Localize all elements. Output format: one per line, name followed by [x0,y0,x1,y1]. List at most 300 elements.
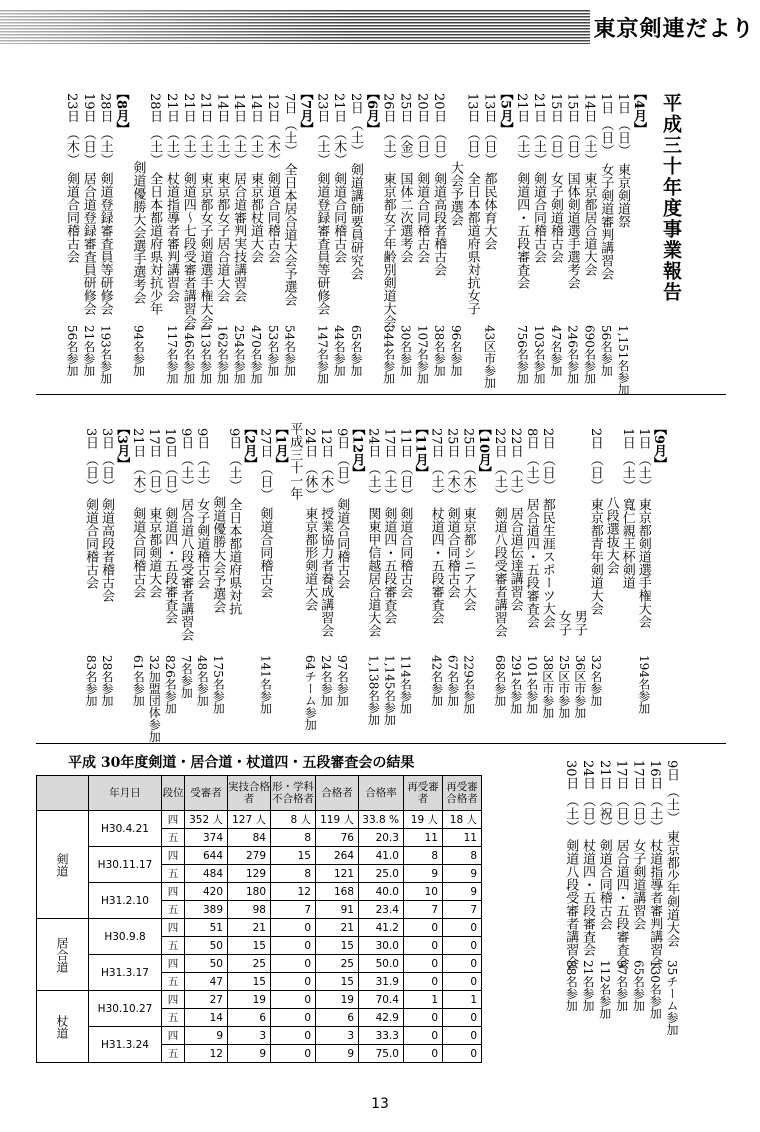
item-event: 剣道合同稽古会 [334,498,350,590]
item-participants: 1,145名参加 [382,655,397,726]
table-date-cell: H30.9.8 [89,919,162,955]
schedule-item [614,760,629,969]
item-participants: 291名参加 [508,655,523,714]
item-date: 22日 [507,428,523,458]
item-event: 剣道八段受審者講習会 [563,838,579,969]
table-cell: 41.2 [359,919,404,937]
item-weekday: （土） [147,126,163,166]
item-event: 剣道合同稽古会 [531,171,547,263]
item-event: 関東甲信越居合道大会 [365,506,381,637]
item-date: 13日 [464,93,480,123]
item-weekday: （日） [334,453,350,493]
item-participants: 246名参加 [565,325,580,384]
table-cell: 8 [443,847,482,865]
item-weekday: （土） [226,453,242,493]
table-row [37,991,482,1009]
schedule-item [597,760,612,930]
table-cell: 0 [271,919,316,937]
schedule-item [581,93,596,276]
table-cell: 18 人 [443,811,482,829]
table-cell: 98 [228,901,271,919]
item-event: 国体剣道選手選考会 [564,171,580,289]
month-heading: 【9月】 [651,422,666,471]
table-header-cell: 実技合格者 [228,776,271,811]
table-cell: 20.3 [359,829,404,847]
schedule-item [524,428,539,628]
table-cell: 0 [404,973,443,991]
schedule-item [365,428,380,637]
item-weekday: （日） [598,118,614,158]
item-participants: 96名参加 [448,325,463,377]
item-weekday: （日） [83,453,98,493]
table-cell: 五 [162,937,185,955]
item-participants: 61名参加 [131,655,146,707]
item-event: 都民生涯スポーツ大会 [539,498,555,629]
item-date: 1日 [619,428,635,450]
item-weekday: （土） [231,126,247,166]
item-event: 居合道登録審査員研修会 [80,171,96,315]
item-participants: 56名参加 [599,325,614,377]
item-participants: 83名参加 [84,655,98,707]
table-cell: 五 [162,1009,185,1027]
item-weekday: （金） [397,126,413,166]
item-participants: 117名参加 [164,325,179,384]
table-header-cell: 再受審者 [404,776,443,811]
table-cell: 41.0 [359,847,404,865]
item-date: 12日 [318,428,334,458]
item-weekday: （土） [619,453,635,493]
month-heading: 【4月】 [631,87,646,136]
table-cell: 121 [316,865,359,883]
item-event: 東京都剣道選手権大会 [635,498,651,629]
newsletter-title: 東京剣連だより [593,16,755,42]
table-cell: 8 [404,847,443,865]
item-event: 全日本都道府県対抗少年 [147,171,163,315]
table-cell: 47 [185,973,228,991]
item-participants: 67名参加 [445,655,460,707]
item-participants: 344名参加 [381,325,396,384]
item-weekday: （日） [257,461,273,501]
table-cell: 0 [404,955,443,973]
table-header-cell: 受審者 [185,776,228,811]
item-event: 剣道合同稽古会 [414,171,430,263]
table-cell: 9 [228,1045,271,1063]
schedule-item [162,428,177,624]
item-date: 3日 [99,428,114,450]
schedule-item [647,760,662,969]
table-header-cell: 年月日 [89,776,162,811]
table-header-cell: 形・学科不合格者 [271,776,316,811]
item-event: 東京都女子年齢別剣道大会 [380,171,396,328]
schedule-item [461,428,476,611]
item-date: 14日 [581,93,597,123]
schedule-item [630,760,645,930]
table-cell: 四 [162,1027,185,1045]
item-date: 21日 [163,93,179,123]
item-event: 東京都形剣道大会 [302,506,318,611]
item-event: 東京都女子居合道大会 [214,171,230,302]
item-date: 21日 [130,428,146,458]
item-date: 21日 [514,93,530,123]
item-event: 東京都青年剣道大会 [587,498,603,616]
item-participants: 141名参加 [258,655,273,714]
item-date: 9日 [664,760,679,782]
schedule-item [580,760,595,956]
item-date: 11日 [397,428,413,458]
table-cell: 33.3 [359,1027,404,1045]
item-weekday: （木） [331,126,347,166]
table-date-cell: H30.11.17 [89,847,162,883]
item-event-line2: 剣道優勝大会選手選考会 [130,161,146,304]
table-cell: 484 [185,865,228,883]
item-weekday: （土） [347,118,363,158]
schedule-item [508,428,523,611]
table-cell: 129 [228,865,271,883]
table-group-label: 剣道 [37,811,89,919]
month-heading: 【6月】 [363,87,379,136]
item-weekday: （土） [163,126,179,166]
table-cell: 51 [185,919,228,937]
table-cell: 70.4 [359,991,404,1009]
item-participants: 103名参加 [532,325,547,384]
table-cell: 91 [316,901,359,919]
schedule-item [615,93,630,228]
item-event: 剣道合同稽古会 [444,506,460,598]
table-cell: 180 [228,883,271,901]
table-cell: 9 [404,865,443,883]
item-date: 23日 [64,93,79,123]
item-event: 女子剣道審判講習会 [598,163,614,281]
header-fade [0,10,590,44]
item-event: 女子剣道稽古会 [547,171,563,263]
schedule-item [381,428,396,624]
item-event: 東京都剣道大会 [146,506,162,598]
item-date: 20日 [414,93,430,123]
item-event: 居合道伝達講習会 [507,506,523,611]
item-participants: 38名参加 [432,325,447,377]
schedule-item [381,93,396,328]
table-cell: 119 人 [316,811,359,829]
table-cell: 127 人 [228,811,271,829]
schedule-item [331,93,346,263]
table-cell: 644 [185,847,228,865]
schedule-item [99,428,114,602]
table-cell: 五 [162,829,185,847]
item-participants: 28名参加 [100,655,114,707]
table-cell: 279 [228,847,271,865]
item-participants: 147名参加 [315,325,330,384]
item-participants: 756名参加 [515,325,530,384]
item-event: 居合道四・五段審査会 [613,838,629,969]
item-date: 14日 [231,93,247,123]
table-header-blank [37,776,89,811]
item-event: 居合道八段受審者講習会 [178,498,194,642]
item-weekday: （日） [547,126,563,166]
item-weekday: （土） [214,126,230,166]
schedule-item [178,428,193,641]
item-weekday: （土） [380,126,396,166]
item-weekday: （日） [615,118,631,158]
schedule-item [257,428,272,598]
item-event: 授業協力者養成講習会 [318,506,334,637]
item-date: 27日 [428,428,444,458]
table-header-cell: 段位 [162,776,185,811]
month-heading: 【5月】 [497,87,513,136]
item-participants: 30名参加 [398,325,413,377]
table-cell: 0 [443,973,482,991]
item-event-line2: 大会予選会 [447,161,463,226]
item-date: 2日 [347,93,363,115]
table-cell: 0 [443,955,482,973]
table-cell: 0 [443,937,482,955]
item-date: 17日 [146,428,162,458]
schedule-item [130,428,145,598]
item-date: 1日 [615,93,631,115]
item-date: 14日 [214,93,230,123]
item-event: 東京都女子剣道選手権大会 [197,171,213,328]
item-date: 25日 [444,428,460,458]
table-cell: 352 人 [185,811,228,829]
item-date: 21日 [331,93,347,123]
table-header-cell: 再受審合格者 [443,776,482,811]
schedule-item [481,93,496,250]
item-participants: 254名参加 [232,325,247,384]
item-event: 国体二次選考会 [397,171,413,263]
item-participants: 65名参加 [348,325,363,377]
item-date: 20日 [431,93,447,123]
item-weekday: （土） [563,793,579,833]
item-date: 15日 [547,93,563,123]
item-date: 1日 [598,93,614,115]
table-cell: 50 [185,955,228,973]
item-event: 東京都少年剣道大会 [664,830,679,948]
table-cell: 8 人 [271,811,316,829]
table-cell: 25.0 [359,865,404,883]
item-event: 都民体育大会 [481,171,497,250]
item-date: 27日 [257,428,273,458]
item-participants: 97名参加 [614,960,629,1012]
item-participants: 43区市参加 [482,325,497,389]
year-heading: 平成三十一年 [287,422,303,500]
schedule-item [492,428,507,637]
item-participants: 47名参加 [548,325,563,377]
item-event: 剣道高段者稽古会 [431,171,447,276]
item-weekday: （日） [539,453,555,493]
item-event: 剣道高段者稽古会 [99,498,114,603]
table-cell: 30.0 [359,937,404,955]
table-cell: 84 [228,829,271,847]
item-event: 剣道四・五段審査会 [381,506,397,624]
table-cell: 15 [228,973,271,991]
table-cell: 6 [316,1009,359,1027]
item-participants: 56名参加 [65,325,79,377]
schedule-item [98,93,113,315]
item-date: 9日 [334,428,350,450]
item-date: 25日 [397,93,413,123]
item-participants: 107名参加 [415,325,430,384]
table-cell: 168 [316,883,359,901]
item-event: 全日本都道府県対抗 [226,498,242,616]
table-group-label: 杖道 [37,991,89,1063]
item-date: 17日 [381,428,397,458]
month-heading: 【12月】 [349,422,365,480]
table-cell: 0 [271,1045,316,1063]
table-cell: 8 [271,865,316,883]
table-cell: 11 [404,829,443,847]
table-cell: 374 [185,829,228,847]
item-participants: 32名参加 [588,655,603,707]
table-cell: 8 [271,829,316,847]
schedule-item [83,428,98,589]
table-cell: 12 [271,883,316,901]
schedule-item [282,93,297,306]
item-weekday: （土） [381,461,397,501]
table-cell: 15 [316,937,359,955]
table-row [37,883,482,901]
item-event: 剣道合同稽古会 [264,171,280,263]
table-cell: 五 [162,973,185,991]
item-weekday: （祝） [596,793,612,833]
item-participants: 24名参加 [319,655,334,707]
item-event: 剣道合同稽古会 [397,506,413,598]
item-weekday: （日） [580,793,595,833]
table-cell: 15 [271,847,316,865]
schedule-item [465,93,480,315]
table-cell: 四 [162,847,185,865]
item-participants: 690名参加 [582,325,597,384]
schedule-item [194,428,209,589]
table-cell: 1 [443,991,482,1009]
item-event: 杖道四・五段審査会 [580,838,595,956]
item-weekday: （休） [302,461,318,501]
item-weekday: （土） [314,126,330,166]
table-cell: 21 [316,919,359,937]
item-event-line2: 剣道優勝大会予選会 [210,496,226,613]
schedule-item [563,760,578,969]
schedule-item [548,93,563,263]
item-date: 28日 [97,93,113,123]
table-cell: 23.4 [359,901,404,919]
table-cell: 10 [404,883,443,901]
item-participants: 65名参加 [631,960,646,1012]
item-weekday: （日） [564,126,580,166]
item-participants: 112名参加 [597,960,612,1019]
item-event: 剣道登録審査員等研修会 [97,171,113,315]
month-heading: 【1月】 [272,422,288,471]
item-weekday: （木） [444,461,460,501]
table-cell: 7 [404,901,443,919]
item-weekday: （土） [281,118,297,158]
table-cell: 264 [316,847,359,865]
table-row [37,919,482,937]
item-event: 居合道四・五段審査会 [523,498,539,629]
item-event: 剣道講師要員研究会 [347,163,363,281]
item-weekday: （土） [647,793,663,833]
table-row [37,811,482,829]
table-cell: 9 [443,865,482,883]
schedule-item [314,93,329,315]
item-participants: 68名参加 [492,655,507,707]
table-cell: 0 [443,919,482,937]
item-date: 24日 [365,428,381,458]
table-cell: 50.0 [359,955,404,973]
item-weekday: （木） [460,461,476,501]
item-participants: 101名参加 [524,655,539,714]
schedule-item [248,93,263,263]
item-event: 東京剣道祭 [615,163,631,229]
table-cell: 四 [162,883,185,901]
item-event: 剣道登録審査員等研修会 [314,171,330,315]
item-event: 東京都シニア大会 [460,506,476,611]
item-date: 21日 [531,93,547,123]
item-date: 10日 [162,428,178,458]
schedule-item [302,428,317,611]
month-heading: 【2月】 [241,422,257,471]
item-event: 女子剣道稽古会 [194,498,210,590]
item-event: 寬仁親王杯剣道 [619,498,635,590]
schedule-item [429,428,444,624]
table-row [37,1027,482,1045]
item-weekday: （土） [635,453,651,493]
item-weekday: （土） [507,461,523,501]
item-date: 9日 [194,428,210,450]
item-weekday: （日） [162,461,178,501]
table-cell: 15 [228,937,271,955]
item-date: 24日 [302,428,318,458]
month-heading: 【7月】 [297,87,313,136]
item-event: 剣道四・五段審査会 [162,506,178,624]
schedule-item [265,93,280,263]
item-weekday: （木） [318,461,334,501]
item-date: 3日 [83,428,98,450]
item-date: 17日 [613,760,629,790]
table-cell: 19 [316,991,359,1009]
page-number: 13 [371,1096,389,1112]
item-participants: 1,151名参加 [616,325,631,396]
table-cell: 1 [404,991,443,1009]
item-event: 東京都居合道大会 [581,171,597,276]
schedule-item [572,610,587,636]
item-weekday: （土） [178,453,194,493]
item-participants: 42名参加 [429,655,444,707]
table-date-cell: H31.2.10 [89,883,162,919]
item-participants: 94名参加 [131,325,146,377]
schedule-item [81,93,96,315]
schedule-item [556,610,571,636]
item-date: 21日 [596,760,612,790]
table-cell: 四 [162,991,185,1009]
item-date: 9日 [226,428,242,450]
table-cell: 0 [271,991,316,1009]
table-row [37,955,482,973]
table-header-cell: 合格者 [316,776,359,811]
item-weekday: （土） [581,126,597,166]
table-date-cell: H31.3.17 [89,955,162,991]
item-participants: 194名参加 [636,655,651,714]
table-date-cell: H30.10.27 [89,991,162,1027]
table-cell: 6 [228,1009,271,1027]
item-date: 9日 [178,428,194,450]
table-cell: 3 [228,1027,271,1045]
schedule-item [348,93,363,280]
item-participants: 826名参加 [163,655,178,714]
item-participants: 97名参加 [335,655,350,707]
table-cell: 12 [185,1045,228,1063]
item-weekday: （日） [630,793,646,833]
item-date: 12日 [264,93,280,123]
item-weekday: （木） [264,126,280,166]
item-date: 14日 [247,93,263,123]
